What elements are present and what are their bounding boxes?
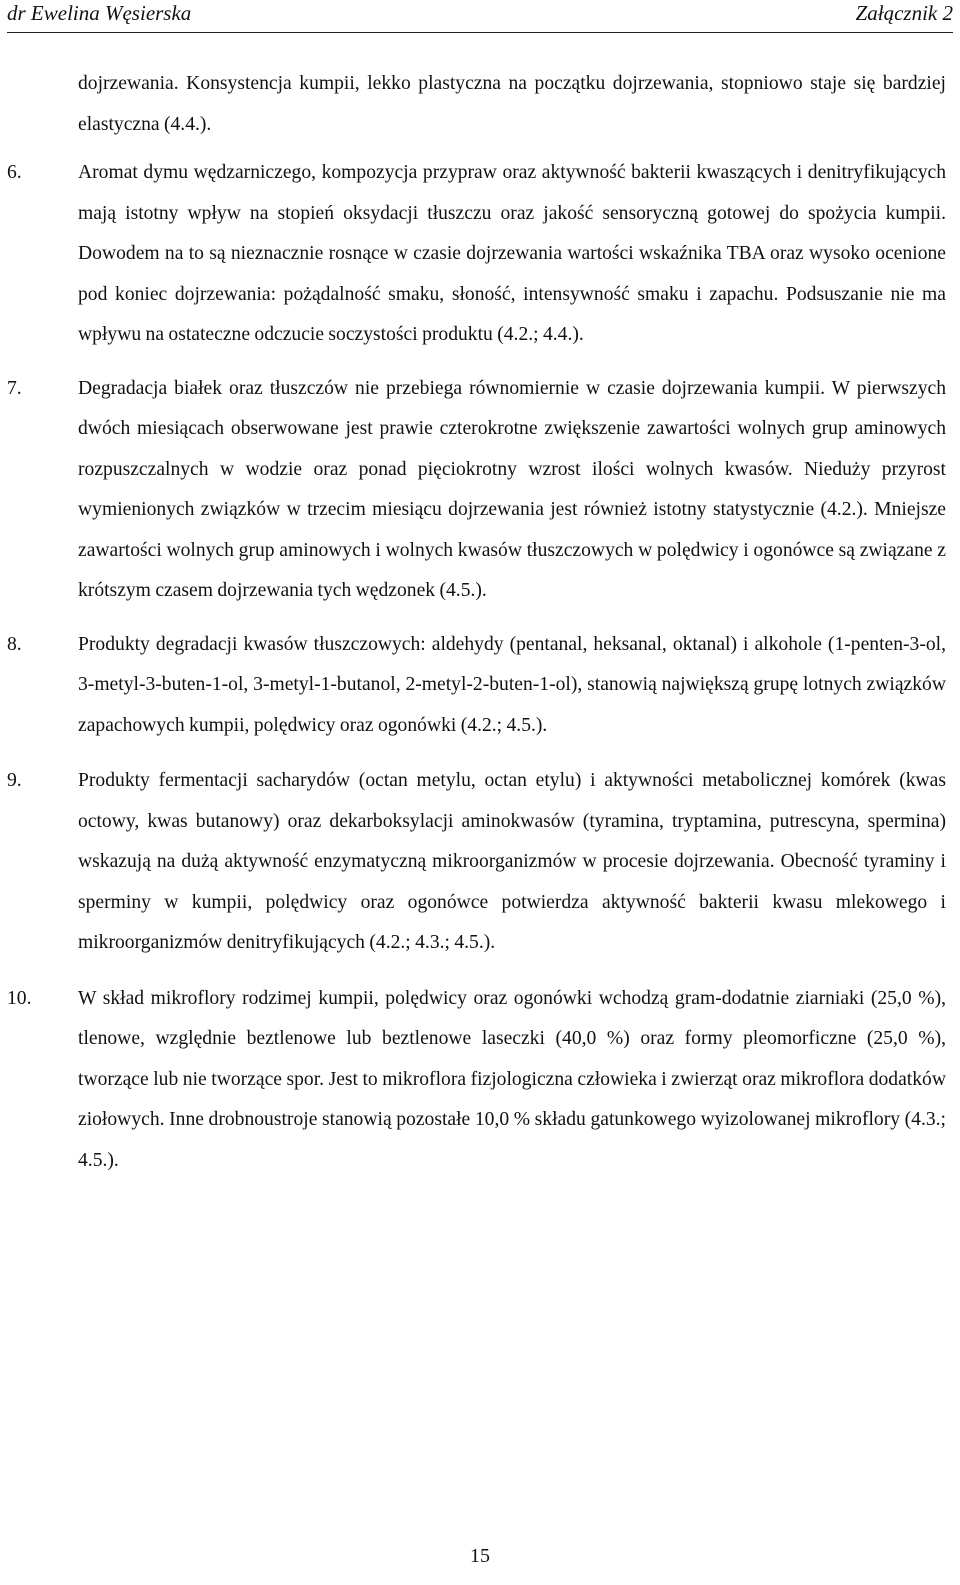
page-header	[7, 0, 953, 33]
intro-paragraph: dojrzewania. Konsystencja kumpii, lekko plastyczna na początku dojrzewania, stopniowo staje się bardziej elastyczna (4.4.).	[78, 73, 946, 135]
list-item-number: 6.	[7, 162, 22, 183]
list-item-text: Degradacja białek oraz tłuszczów nie przebiega równomiernie w czasie dojrzewania kumpii. W pierwszych dwóch miesiącach obserwowane jest prawie czterokrotne zwiększenie zawartości wolnych grup aminowych rozpuszczalnych w wodzie oraz ponad pięciokrotny wzrost ilości wolnych kwasów. Nieduży przyrost wymienionych związków w trzecim miesiącu dojrzewania jest również istotny statystycznie (4.2.). Mniejsze zawartości wolnych grup aminowych i wolnych kwasów tłuszczowych w polędwicy i ogonówce są związane z krótszym czasem dojrzewania tych wędzonek (4.5.).	[78, 377, 946, 601]
list-item-number: 10.	[7, 987, 32, 1009]
list-item-text: W skład mikroflory rodzimej kumpii, polędwicy oraz ogonówki wchodzą gram-dodatnie ziarniaki (25,0 %), tlenowe, względnie beztlenowe lub beztlenowe laseczki (40,0 %) oraz formy pleomorficzne (25,0 %), tworzące lub nie tworzące spor. Jest to mikroflora fizjologiczna człowieka i zwierząt oraz mikroflora dodatków ziołowych. Inne drobnoustroje stanowią pozostałe 10,0 % składu gatunkowego wyizolowanej mikroflory (4.3.; 4.5.).	[78, 987, 946, 1171]
list-item	[0, 153, 946, 356]
list-item	[0, 979, 946, 1182]
header-attachment-label: Załącznik 2	[855, 1, 953, 25]
list-item-number: 8.	[7, 633, 22, 655]
list-item	[0, 761, 946, 964]
list-item-number: 7.	[7, 377, 22, 399]
list-item-text: Produkty degradacji kwasów tłuszczowych: aldehydy (pentanal, heksanal, oktanal) i alkohole (1-penten-3-ol, 3-metyl-3-buten-1-ol, 3-metyl-1-butanol, 2-metyl-2-buten-1-ol), stanowią największą grupę lotnych związków zapachowych kumpii, polędwicy oraz ogonówki (4.2.; 4.5.).	[78, 633, 946, 736]
list-item-text: Aromat dymu wędzarniczego, kompozycja przypraw oraz aktywność bakterii kwaszących i denitryfikujących mają istotny wpływ na stopień oksydacji tłuszczu oraz jakość sensoryczną gotowej do spożycia kumpii. Dowodem na to są nieznacznie rosnące w czasie dojrzewania wartości wskaźnika TBA oraz wysoko ocenione pod koniec dojrzewania: pożądalność smaku, słoność, intensywność smaku i zapachu. Podsuszanie nie ma wpływu na ostateczne odczucie soczystości produktu (4.2.; 4.4.).	[78, 162, 946, 345]
list-item-text: Produkty fermentacji sacharydów (octan metylu, octan etylu) i aktywności metabolicznej komórek (kwas octowy, kwas butanowy) oraz dekarboksylacji aminokwasów (tyramina, tryptamina, putrescyna, spermina) wskazują na dużą aktywność enzymatyczną mikroorganizmów w procesie dojrzewania. Obecność tyraminy i sperminy w kumpii, polędwicy oraz ogonówce potwierdza aktywność bakterii kwasu mlekowego i mikroorganizmów denitryfikujących (4.2.; 4.3.; 4.5.).	[78, 770, 946, 953]
list-item	[0, 369, 946, 612]
conclusions-list	[0, 153, 960, 1181]
list-item-number: 9.	[7, 770, 22, 791]
list-item	[0, 625, 946, 747]
header-author: dr Ewelina Węsierska	[7, 1, 192, 25]
page-number: 15	[470, 1545, 490, 1567]
